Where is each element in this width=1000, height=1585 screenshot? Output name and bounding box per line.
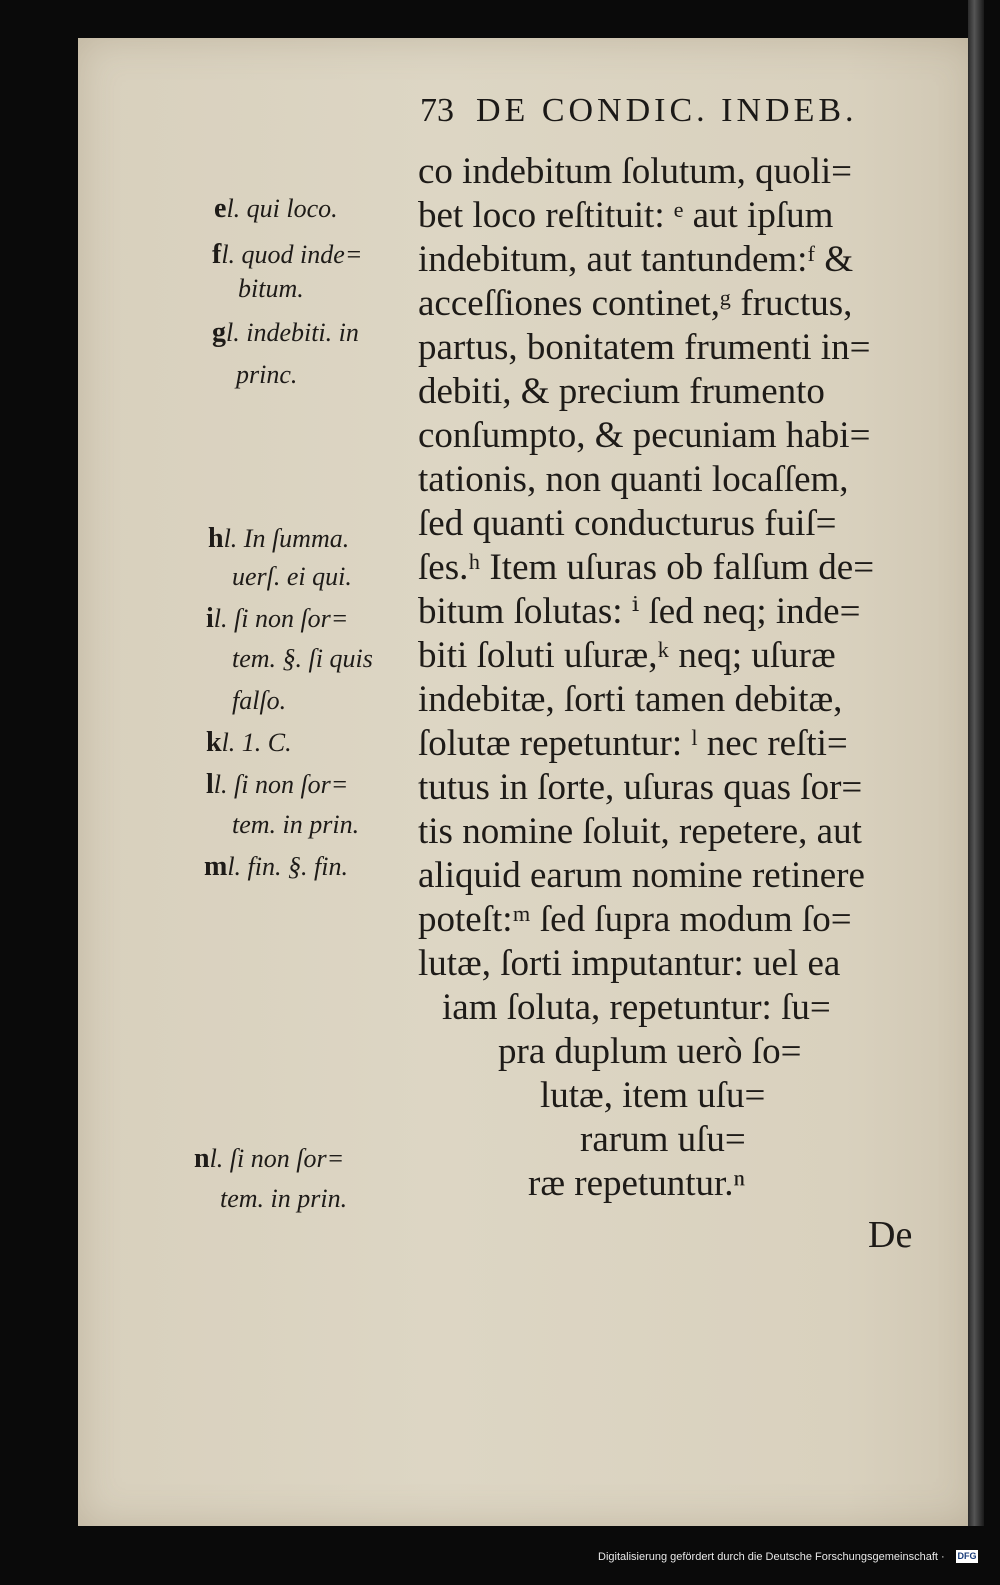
margin-note bbox=[212, 240, 362, 270]
note-text: l. quod inde= bbox=[221, 240, 363, 269]
note-text: l. ſi non ſor= bbox=[213, 770, 349, 799]
margin-note bbox=[232, 686, 286, 716]
text-line: bitum ſolutas: ⁱ ſed neq; inde= bbox=[418, 591, 861, 632]
text-line: poteſt:ᵐ ſed ſupra modum ſo= bbox=[418, 899, 852, 940]
text-line: co indebitum ſolutum, quoli= bbox=[418, 151, 853, 192]
note-text: tem. §. ſi quis bbox=[232, 644, 373, 673]
note-letter: e bbox=[214, 193, 227, 224]
digitization-credit: Digitalisierung gefördert durch die Deutsche Forschungsgemeinschaft · bbox=[598, 1551, 945, 1563]
text-line: acceſſiones continet,ᵍ fructus, bbox=[418, 283, 853, 324]
text-line: ræ repetuntur.ⁿ bbox=[528, 1163, 746, 1204]
note-text: l. In ſumma. bbox=[223, 524, 350, 553]
note-text: l. indebiti. in bbox=[226, 318, 359, 347]
text-line: conſumpto, & pecuniam habi= bbox=[418, 415, 871, 456]
note-letter: g bbox=[212, 317, 226, 348]
text-line: ſes.ʰ Item uſuras ob falſum de= bbox=[418, 547, 875, 588]
margin-note bbox=[208, 524, 349, 554]
text-line: biti ſoluti uſuræ,ᵏ neq; uſuræ bbox=[418, 635, 836, 676]
margin-note bbox=[238, 274, 304, 304]
margin-note bbox=[206, 770, 348, 800]
running-header bbox=[420, 92, 858, 130]
catchword: De bbox=[868, 1214, 913, 1256]
text-line: tationis, non quanti locaſſem, bbox=[418, 459, 849, 500]
text-line: ſed quanti conducturus fuiſ= bbox=[418, 503, 837, 544]
note-letter: h bbox=[208, 523, 224, 554]
text-line: iam ſoluta, repetuntur: ſu= bbox=[442, 987, 831, 1028]
note-letter: i bbox=[206, 603, 214, 634]
note-text: princ. bbox=[236, 360, 298, 389]
note-text: l. ſi non ſor= bbox=[213, 604, 349, 633]
margin-note bbox=[194, 1144, 344, 1174]
text-line: pra duplum uerò ſo= bbox=[498, 1031, 802, 1072]
note-text: l. 1. C. bbox=[221, 728, 292, 757]
note-letter: m bbox=[204, 851, 228, 882]
margin-note bbox=[236, 360, 297, 390]
text-line: partus, bonitatem frumenti in= bbox=[418, 327, 871, 368]
note-text: tem. in prin. bbox=[220, 1184, 348, 1213]
text-line: debiti, & precium frumento bbox=[418, 371, 825, 412]
margin-note bbox=[206, 604, 348, 634]
text-line: ſolutæ repetuntur: ˡ nec reſti= bbox=[418, 723, 848, 764]
text-line: bet loco reſtituit: ᵉ aut ipſum bbox=[418, 195, 834, 236]
text-line: lutæ, ſorti imputantur: uel ea bbox=[418, 943, 841, 984]
text-line: rarum uſu= bbox=[580, 1119, 746, 1160]
margin-note bbox=[212, 318, 359, 348]
text-line: lutæ, item uſu= bbox=[540, 1075, 766, 1116]
note-letter: f bbox=[212, 239, 222, 270]
note-text: falſo. bbox=[232, 686, 287, 715]
note-text: l. ſi non ſor= bbox=[209, 1144, 345, 1173]
page-number: 73 bbox=[420, 92, 454, 129]
note-text: bitum. bbox=[238, 274, 304, 303]
note-text: uerſ. ei qui. bbox=[232, 562, 352, 591]
dfg-logo: DFG bbox=[957, 1551, 977, 1561]
text-line: tis nomine ſoluit, repetere, aut bbox=[418, 811, 862, 852]
margin-note bbox=[206, 728, 292, 758]
note-text: l. fin. §. fin. bbox=[227, 852, 348, 881]
text-line: aliquid earum nomine retinere bbox=[418, 855, 865, 896]
note-text: tem. in prin. bbox=[232, 810, 360, 839]
note-letter: k bbox=[206, 727, 222, 758]
margin-note bbox=[214, 194, 338, 224]
note-letter: n bbox=[194, 1143, 210, 1174]
text-line: tutus in ſorte, uſuras quas ſor= bbox=[418, 767, 863, 808]
margin-note bbox=[232, 644, 373, 674]
note-letter: l bbox=[206, 769, 214, 800]
text-line: indebitæ, ſorti tamen debitæ, bbox=[418, 679, 843, 720]
main-text-block bbox=[0, 150, 1000, 1280]
note-text: l. qui loco. bbox=[226, 194, 338, 223]
margin-note bbox=[232, 810, 359, 840]
margin-note bbox=[204, 852, 348, 882]
text-line: indebitum, aut tantundem:ᶠ & bbox=[418, 239, 854, 280]
running-title: DE CONDIC. INDEB. bbox=[476, 92, 858, 129]
margin-note bbox=[232, 562, 352, 592]
margin-note bbox=[220, 1184, 347, 1214]
